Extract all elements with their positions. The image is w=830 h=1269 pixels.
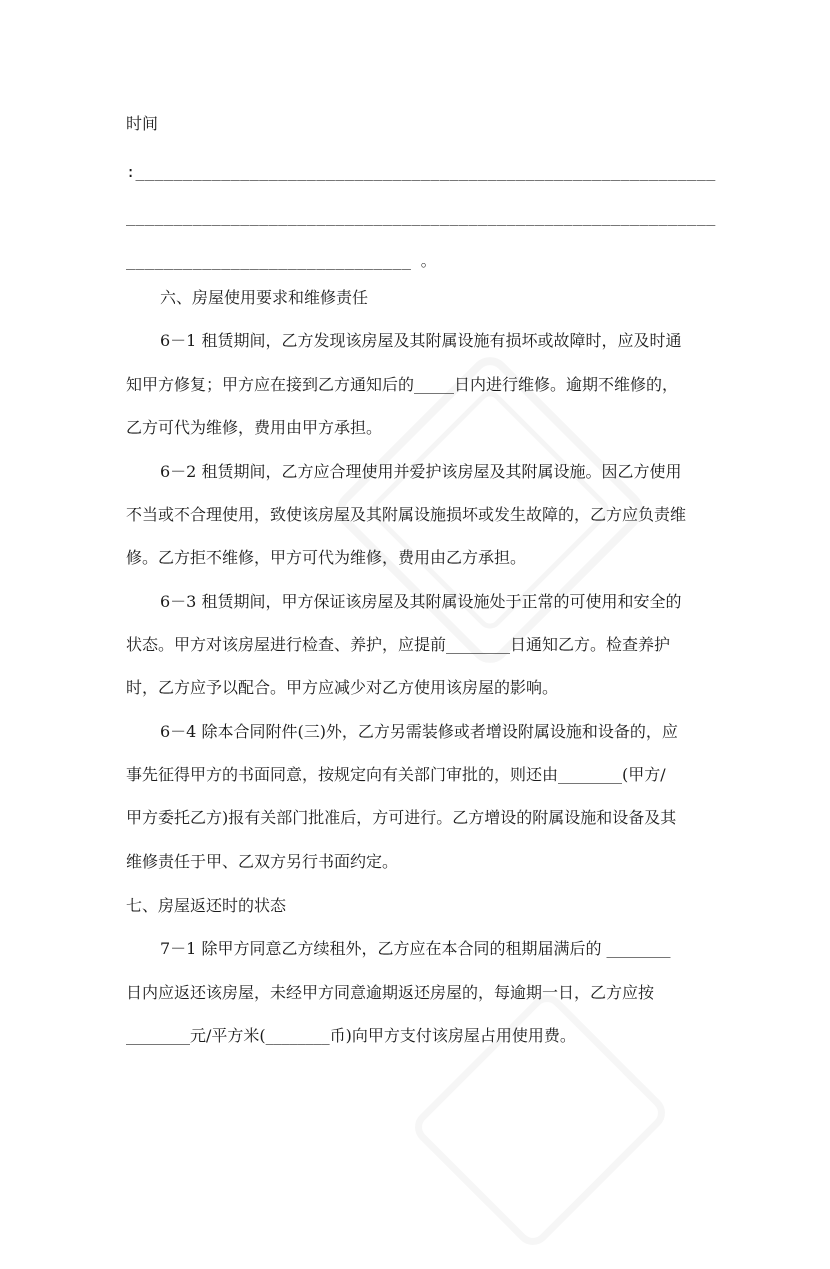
text-line-blank-2: ______________________________________________________________ xyxy=(126,208,716,226)
paragraph-6-4-line-3: 甲方委托乙方)报有关部门批准后，方可进行。乙方增设的附属设施和设备及其 xyxy=(126,808,677,827)
text-line-blank-3: ______________________________ 。 xyxy=(126,252,437,270)
paragraph-6-3-line-2: 状态。甲方对该房屋进行检查、养护，应提前________日通知乙方。检查养护 xyxy=(126,635,671,654)
paragraph-7-1-line-3: ________元/平方米(________币)向甲方支付该房屋占用使用费。 xyxy=(126,1026,576,1045)
watermark-logo-2 xyxy=(392,972,689,1269)
paragraph-6-3-line-3: 时，乙方应予以配合。甲方应减少对乙方使用该房屋的影响。 xyxy=(126,678,559,697)
paragraph-6-4-line-2: 事先征得甲方的书面同意，按规定向有关部门审批的，则还由________(甲方/ xyxy=(126,765,666,784)
paragraph-6-1-line-1: 6－1 租赁期间，乙方发现该房屋及其附属设施有损坏或故障时，应及时通 xyxy=(160,331,682,350)
paragraph-6-2-line-1: 6－2 租赁期间，乙方应合理使用并爱护该房屋及其附属设施。因乙方使用 xyxy=(160,462,682,481)
paragraph-6-1-line-2: 知甲方修复；甲方应在接到乙方通知后的_____日内进行维修。逾期不维修的， xyxy=(126,375,679,394)
text-line-time-label: 时间 xyxy=(126,114,159,133)
paragraph-7-1-line-1: 7－1 除甲方同意乙方续租外，乙方应在本合同的租期届满后的 ________ xyxy=(160,939,671,958)
paragraph-6-2-line-3: 修。乙方拒不维修，甲方可代为维修，费用由乙方承担。 xyxy=(126,548,527,567)
text-line-blank-1: :_____________________________________________________________ xyxy=(126,163,716,181)
paragraph-7-1-line-2: 日内应返还该房屋，未经甲方同意逾期返还房屋的，每逾期一日，乙方应按 xyxy=(126,983,655,1002)
paragraph-6-1-line-3: 乙方可代为维修，费用由甲方承担。 xyxy=(126,418,383,437)
paragraph-6-4-line-4: 维修责任于甲、乙双方另行书面约定。 xyxy=(126,852,399,871)
paragraph-6-4-line-1: 6－4 除本合同附件(三)外，乙方另需装修或者增设附属设施和设备的，应 xyxy=(160,722,678,741)
section-heading-6: 六、房屋使用要求和维修责任 xyxy=(160,288,369,307)
paragraph-6-2-line-2: 不当或不合理使用，致使该房屋及其附属设施损坏或发生故障的，乙方应负责维 xyxy=(126,505,687,524)
section-heading-7: 七、房屋返还时的状态 xyxy=(126,896,287,915)
paragraph-6-3-line-1: 6－3 租赁期间，甲方保证该房屋及其附属设施处于正常的可使用和安全的 xyxy=(160,592,682,611)
